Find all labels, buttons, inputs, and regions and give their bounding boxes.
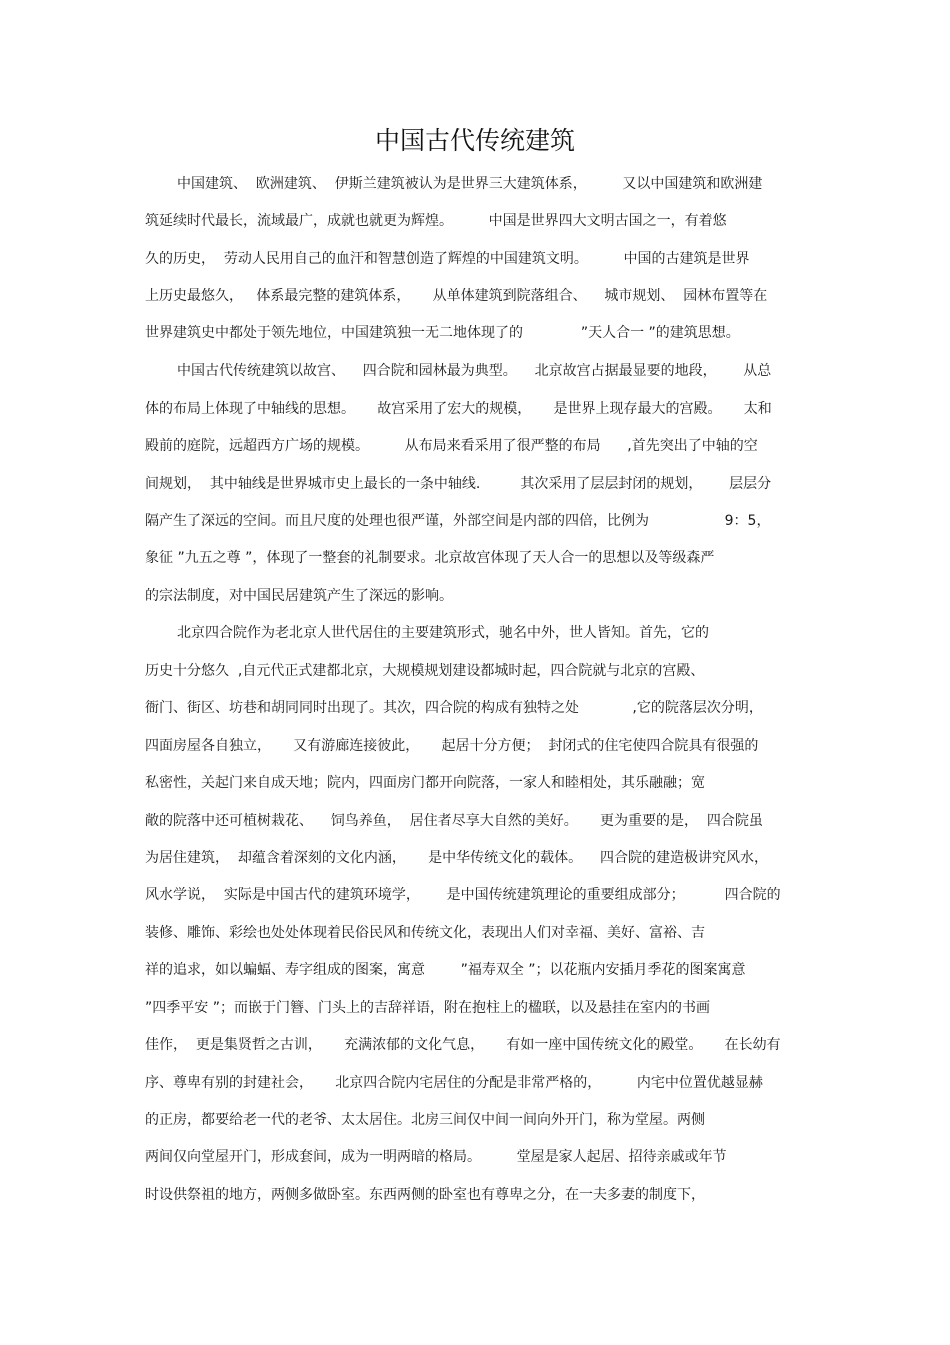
- page-title: 中国古代传统建筑: [374, 126, 575, 155]
- paragraph-3-line-15: 两间仅向堂屋开门，形成套间，成为一明两暗的格局。 堂屋是家人起居、招待亲戚或年节: [145, 1149, 727, 1165]
- paragraph-3-line-5: 私密性，关起门来自成天地；院内，四面房门都开向院落，一家人和睦相处，其乐融融；宽: [145, 775, 705, 791]
- paragraph-3-line-16: 时设供祭祖的地方，两侧多做卧室。东西两侧的卧室也有尊卑之分，在一夫多妻的制度下，: [145, 1187, 705, 1203]
- paragraph-1-line-4: 上历史最悠久， 体系最完整的建筑体系， 从单体建筑到院落组合、 城市规划、 园林布置等在: [145, 288, 768, 304]
- paragraph-3-line-9: 装修、雕饰、彩绘也处处体现着民俗民风和传统文化，表现出人们对幸福、美好、富裕、吉: [145, 925, 705, 941]
- paragraph-3-line-8: 风水学说， 实际是中国古代的建筑环境学， 是中国传统建筑理论的重要组成部分； 四合院的: [145, 887, 781, 903]
- paragraph-3-line-12: 佳作， 更是集贤哲之古训， 充满浓郁的文化气息， 有如一座中国传统文化的殿堂。 在长幼有: [145, 1037, 781, 1053]
- paragraph-3-line-6: 敞的院落中还可植树栽花、 饲鸟养鱼， 居住者尽享大自然的美好。 更为重要的是， 四合院虽: [145, 813, 763, 829]
- paragraph-1-line-1: 中国建筑、 欧洲建筑、 伊斯兰建筑被认为是世界三大建筑体系， 又以中国建筑和欧洲建: [177, 176, 763, 192]
- paragraph-3-line-13: 序、尊卑有别的封建社会， 北京四合院内宅居住的分配是非常严格的， 内宅中位置优越显赫: [145, 1075, 763, 1091]
- paragraph-1-line-2: 筑延续时代最长，流域最广，成就也就更为辉煌。 中国是世界四大文明古国之一，有着悠: [145, 213, 727, 229]
- paragraph-3-line-4: 四面房屋各自独立， 又有游廊连接彼此， 起居十分方便； 封闭式的住宅使四合院具有很强的: [145, 738, 759, 754]
- paragraph-3-line-3: 衙门、街区、坊巷和胡同同时出现了。其次，四合院的构成有独特之处 ,它的院落层次分明，: [145, 700, 763, 716]
- paragraph-2-line-5: 隔产生了深远的空间。而且尺度的处理也很严谨，外部空间是内部的四倍，比例为 9：5，: [145, 513, 771, 529]
- paragraph-3-line-10: 祥的追求，如以蝙蝠、寿字组成的图案，寓意 ”福寿双全 ”；以花瓶内安插月季花的图案寓意: [145, 962, 746, 978]
- paragraph-2-line-4: 间规划， 其中轴线是世界城市史上最长的一条中轴线. 其次采用了层层封闭的规划， 层层分: [145, 476, 772, 492]
- paragraph-2-line-1: 中国古代传统建筑以故宫、 四合院和园林最为典型。 北京故宫占据最显要的地段， 从总: [177, 363, 772, 379]
- paragraph-2-line-7: 的宗法制度，对中国民居建筑产生了深远的影响。: [145, 588, 453, 604]
- paragraph-3-line-14: 的正房，都要给老一代的老爷、太太居住。北房三间仅中间一间向外开门，称为堂屋。两侧: [145, 1112, 705, 1128]
- paragraph-3-line-7: 为居住建筑， 却蕴含着深刻的文化内涵， 是中华传统文化的载体。 四合院的建造极讲究风水，: [145, 850, 768, 866]
- paragraph-3-line-11: ”四季平安 ”；而嵌于门簪、门头上的吉辞祥语，附在抱柱上的楹联，以及悬挂在室内的书画: [145, 1000, 710, 1016]
- paragraph-2-line-2: 体的布局上体现了中轴线的思想。 故宫采用了宏大的规模， 是世界上现存最大的宫殿。 太和: [145, 401, 772, 417]
- paragraph-3-line-1: 北京四合院作为老北京人世代居住的主要建筑形式，驰名中外，世人皆知。首先，它的: [177, 625, 709, 641]
- paragraph-3-line-2: 历史十分悠久 ,自元代正式建都北京，大规模规划建设都城时起，四合院就与北京的宫殿、: [145, 663, 705, 679]
- paragraph-1-line-3: 久的历史， 劳动人民用自己的血汗和智慧创造了辉煌的中国建筑文明。 中国的古建筑是世界: [145, 251, 750, 267]
- paragraph-1-line-5: 世界建筑史中都处于领先地位，中国建筑独一无二地体现了的 ”天人合一 ”的建筑思想。: [145, 325, 740, 341]
- paragraph-2-line-3: 殿前的庭院，远超西方广场的规模。 从布局来看采用了很严整的布局 ,首先突出了中轴的空: [145, 438, 758, 454]
- paragraph-2-line-6: 象征 ”九五之尊 ”，体现了一整套的礼制要求。北京故宫体现了天人合一的思想以及等级森严: [145, 550, 715, 566]
